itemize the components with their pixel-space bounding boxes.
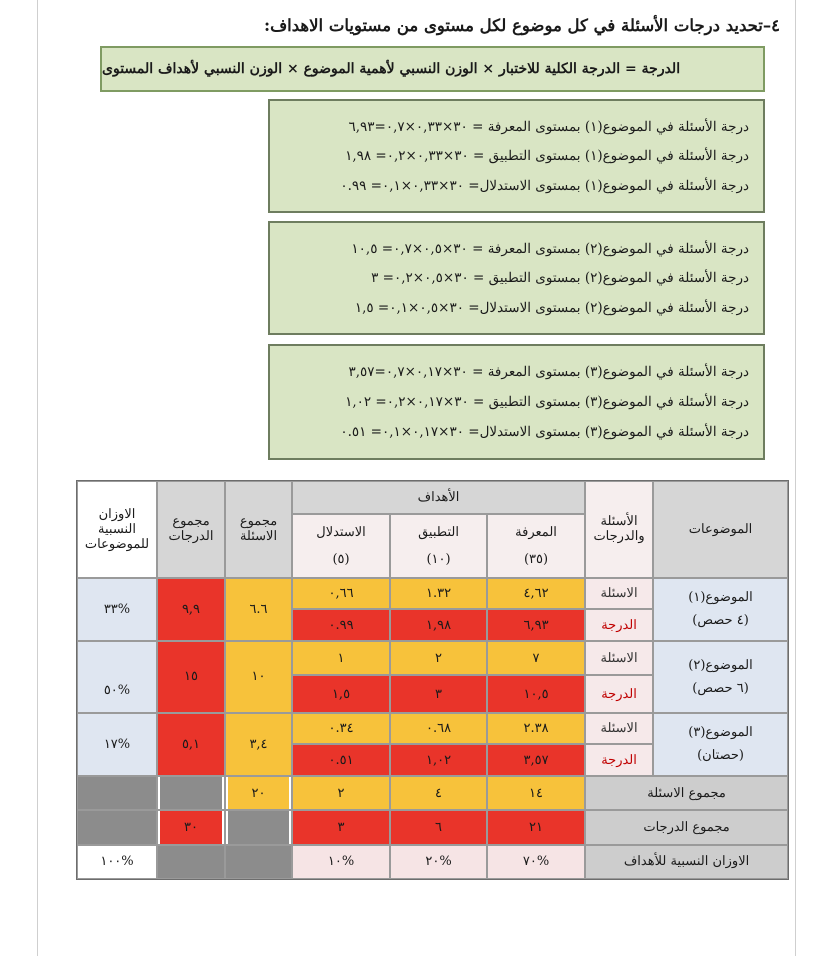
- row-label-questions: الاسئلة: [585, 641, 653, 675]
- header-reasoning-weight: (٥): [332, 551, 350, 567]
- header-application-weight: (١٠): [426, 551, 451, 567]
- header-objectives: الأهداف: [292, 481, 585, 514]
- row-label-questions: الاسئلة: [585, 713, 653, 744]
- calc-box-topic3: [268, 344, 765, 460]
- grade-knowledge: ١٠,٥: [487, 675, 585, 712]
- topic-cell: [653, 578, 788, 641]
- objective-weights-total: %١٠٠: [77, 845, 157, 879]
- header-application-label: التطبيق: [418, 524, 459, 540]
- sum-grades-label: مجموع الدرجات: [585, 810, 788, 844]
- formula-text: الدرجة = الدرجة الكلية للاختبار × الوزن النسبي لأهمية الموضوع × الوزن النسبي لأهداف المستوى: [102, 61, 681, 77]
- sum-questions-total: [225, 776, 292, 810]
- calc-line: درجة الأسئلة في الموضوع(١) بمستوى المعرفة = ٣٠×٠,٣٣×٠,٧=٦,٩٣: [348, 118, 749, 135]
- grade-reasoning: ٠.٩٩: [292, 609, 390, 641]
- page-right-border: [795, 0, 796, 956]
- grade-application: ٣: [390, 675, 487, 712]
- total-grades-value: ٩,٩: [157, 578, 225, 641]
- calc-line: درجة الأسئلة في الموضوع(٣) بمستوى التطبيق = ٣٠×٠,١٧×٠,٢= ١,٠٢: [345, 394, 749, 410]
- topic-name: الموضوع(٣): [688, 725, 753, 741]
- questions-reasoning: ٠,٦٦: [292, 578, 390, 609]
- topic-name: الموضوع(١): [688, 590, 753, 606]
- grade-reasoning: ١,٥: [292, 675, 390, 712]
- empty-gray-cell: [77, 810, 157, 844]
- page-left-border: [37, 0, 38, 956]
- calc-line: درجة الأسئلة في الموضوع(٢) بمستوى الاستدلال= ٣٠×٠,٥×٠,١= ١,٥: [354, 299, 749, 316]
- objective-weight-application: %٢٠: [390, 845, 487, 879]
- questions-knowledge: ٢.٣٨: [487, 713, 585, 744]
- header-application: [390, 514, 487, 577]
- grade-application: ١,٩٨: [390, 609, 487, 641]
- sum-grades-total-value: ٣٠: [160, 811, 222, 843]
- header-knowledge-label: المعرفة: [515, 524, 557, 540]
- calc-line: درجة الأسئلة في الموضوع(٣) بمستوى المعرفة = ٣٠×٠,١٧×٠,٧=٣,٥٧: [348, 364, 749, 380]
- sum-grades-application: ٦: [390, 810, 487, 844]
- sum-questions-total-value: ٢٠: [228, 777, 289, 809]
- header-reasoning: [292, 514, 390, 577]
- empty-gray-cell: [225, 845, 292, 879]
- questions-application: ٢: [390, 641, 487, 675]
- header-knowledge-weight: (٣٥): [523, 551, 549, 567]
- total-questions-value: ٦.٦: [225, 578, 292, 641]
- header-topic-weights: الاوزان النسبية للموضوعات: [77, 481, 157, 578]
- topic-name: الموضوع(٢): [688, 657, 753, 673]
- topic-weight-value: %٥٠: [77, 641, 157, 713]
- header-reasoning-label: الاستدلال: [316, 524, 366, 540]
- empty-gray-cell: [77, 776, 157, 810]
- header-total-grades: مجموع الدرجات: [157, 481, 225, 578]
- section-heading: ٤–تحديد درجات الأسئلة في كل موضوع لكل مستوى من مستويات الاهداف:: [263, 16, 780, 35]
- sum-questions-application: ٤: [390, 776, 487, 810]
- calc-line: درجة الأسئلة في الموضوع(٢) بمستوى التطبيق = ٣٠×٠,٥×٠,٢= ٣: [371, 270, 749, 286]
- header-total-questions: مجموع الاسئلة: [225, 481, 292, 578]
- sum-grades-knowledge: ٢١: [487, 810, 585, 844]
- calc-line: درجة الأسئلة في الموضوع(١) بمستوى التطبيق = ٣٠×٠,٣٣×٠,٢= ١,٩٨: [345, 148, 749, 164]
- calc-line: درجة الأسئلة في الموضوع(٢) بمستوى المعرفة = ٣٠×٠,٥×٠,٧= ١٠,٥: [351, 240, 749, 257]
- row-label-grade: الدرجة: [585, 675, 653, 712]
- topic-weight-value: %٣٣: [77, 578, 157, 641]
- total-questions-value: ٣,٤: [225, 713, 292, 776]
- grade-application: ١,٠٢: [390, 744, 487, 776]
- questions-reasoning: ١: [292, 641, 390, 675]
- calc-box-topic2: [268, 221, 765, 335]
- topic-sessions: (حصتان): [697, 748, 744, 764]
- objective-weight-reasoning: %١٠: [292, 845, 390, 879]
- questions-application: ٠.٦٨: [390, 713, 487, 744]
- header-topics: الموضوعات: [653, 481, 788, 578]
- specification-table: [76, 480, 789, 880]
- topic-sessions: (٦ حصص): [692, 680, 749, 696]
- calc-line: درجة الأسئلة في الموضوع(٣) بمستوى الاستدلال= ٣٠×٠,١٧×٠,١= ٠.٥١: [340, 424, 749, 440]
- calc-box-topic1: [268, 99, 765, 213]
- row-label-grade: الدرجة: [585, 744, 653, 776]
- objective-weights-label: الاوزان النسبية للأهداف: [585, 845, 788, 879]
- sum-questions-knowledge: ١٤: [487, 776, 585, 810]
- formula-box: [100, 46, 765, 92]
- row-label-grade: الدرجة: [585, 609, 653, 641]
- questions-reasoning: ٠.٣٤: [292, 713, 390, 744]
- topic-cell: [653, 641, 788, 713]
- total-grades-value: ٥,١: [157, 713, 225, 776]
- sum-grades-reasoning: ٣: [292, 810, 390, 844]
- empty-gray-cell: [157, 776, 225, 810]
- topic-cell: [653, 713, 788, 776]
- questions-knowledge: ٤,٦٢: [487, 578, 585, 609]
- grade-knowledge: ٣,٥٧: [487, 744, 585, 776]
- header-knowledge: [487, 514, 585, 577]
- empty-gray-cell: [157, 845, 225, 879]
- sum-questions-reasoning: ٢: [292, 776, 390, 810]
- sum-questions-label: مجموع الاسئلة: [585, 776, 788, 810]
- topic-weight-value: %١٧: [77, 713, 157, 776]
- grade-knowledge: ٦,٩٣: [487, 609, 585, 641]
- questions-application: ١.٣٢: [390, 578, 487, 609]
- empty-gray-cell: [225, 810, 292, 844]
- sum-grades-total: [157, 810, 225, 844]
- total-questions-value: ١٠: [225, 641, 292, 713]
- grade-reasoning: ٠.٥١: [292, 744, 390, 776]
- topic-sessions: (٤ حصص): [692, 613, 749, 629]
- questions-knowledge: ٧: [487, 641, 585, 675]
- header-questions-grades: الأسئلة والدرجات: [585, 481, 653, 578]
- total-grades-value: ١٥: [157, 641, 225, 713]
- row-label-questions: الاسئلة: [585, 578, 653, 609]
- objective-weight-knowledge: %٧٠: [487, 845, 585, 879]
- calc-line: درجة الأسئلة في الموضوع(١) بمستوى الاستدلال= ٣٠×٠,٣٣×٠,١= ٠.٩٩: [340, 177, 749, 194]
